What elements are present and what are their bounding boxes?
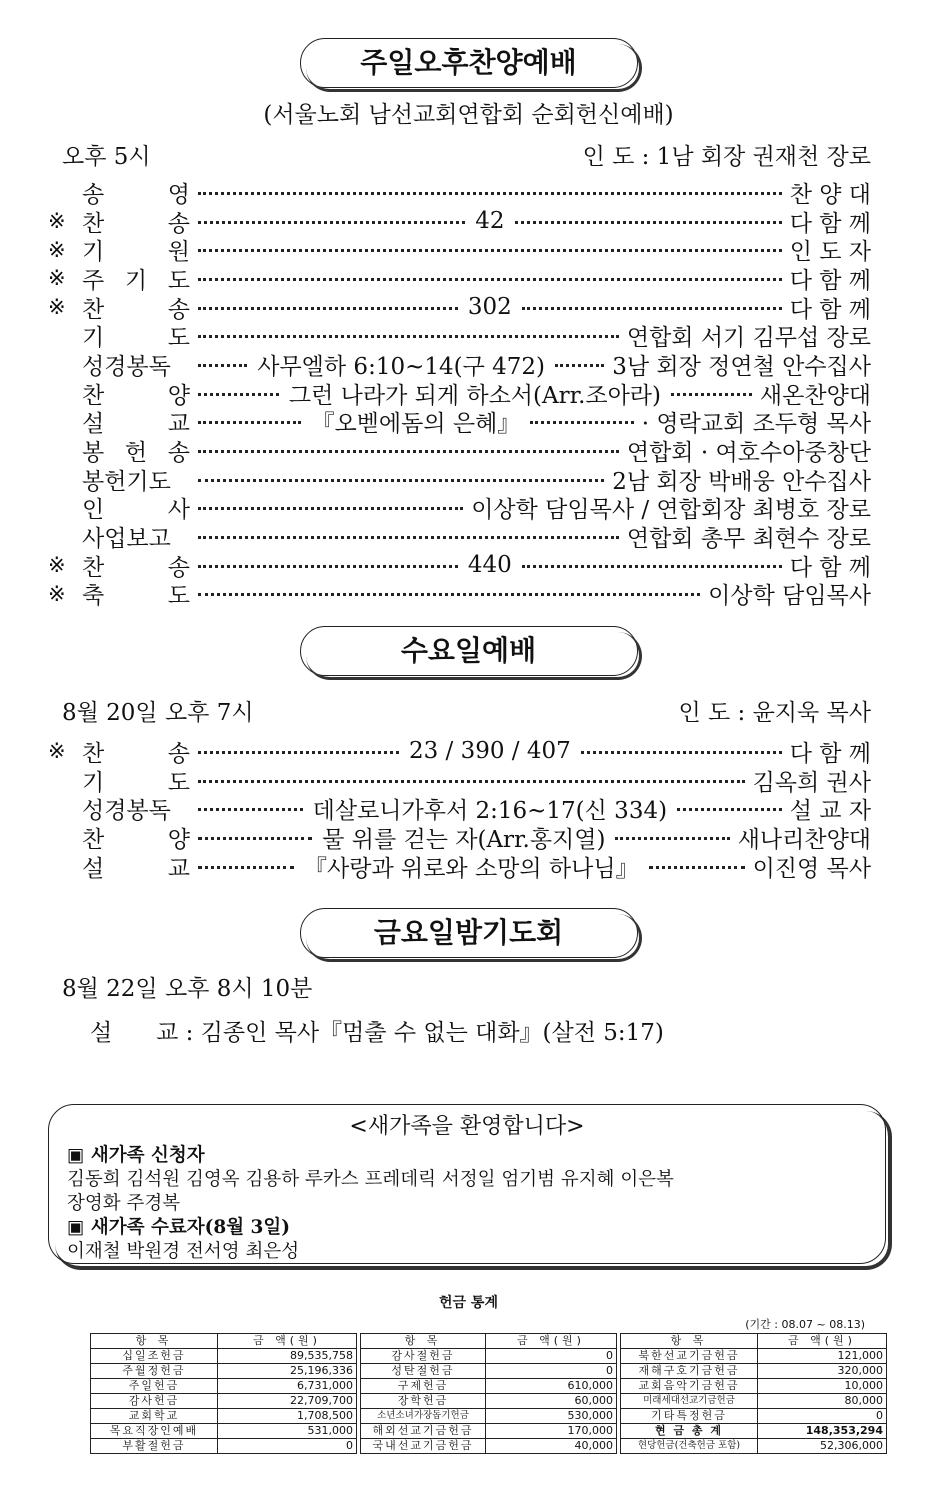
required-standing-mark: ※ [48,739,66,764]
offering-item-name: 소년소녀가장돕기헌금 [361,1409,486,1424]
leader-dots [198,866,294,869]
offering-item-name: 미래세대선교기금헌금 [621,1394,758,1409]
offering-row [361,1424,617,1439]
offering-item-name: 성탄절헌금 [361,1364,486,1379]
order-row [48,737,871,766]
order-item-label-part: 도 [167,769,190,796]
order-item-person: 새나리찬양대 [737,826,872,853]
order-item-label-part: 사 [167,497,190,524]
offering-item-amount: 22,709,700 [218,1394,357,1409]
order-item-label-part: 송 [167,740,190,767]
offering-table [90,1333,357,1454]
offering-item-amount: 80,000 [758,1394,887,1409]
offering-item-amount: 10,000 [758,1379,887,1394]
leader-dots [198,278,782,281]
offering-item-amount: 530,000 [486,1409,617,1424]
offering-item-amount: 0 [486,1364,617,1379]
order-item-detail: 23 / 390 / 407 [408,738,571,765]
offering-item-amount: 320,000 [758,1364,887,1379]
applicants-line-1: 김동희 김석원 김영옥 김용하 루카스 프레데릭 서정일 엄기범 유지혜 이은복 [67,1169,674,1190]
offering-header-cell: 항 목 [361,1334,486,1349]
offering-row [621,1364,887,1379]
sunday-time: 오후 5시 [62,144,151,170]
order-item-person: 2남 회장 박배웅 안수집사 [612,468,871,495]
graduates-line: 이재철 박원경 전서영 최은성 [67,1241,300,1262]
order-item-label-part: 축 [82,583,105,610]
leader-dots [198,335,619,338]
order-item-label-part: 찬 [82,740,105,767]
offering-title: 헌금 통계 [439,1295,498,1311]
offering-row [621,1439,887,1454]
order-item-label-part: 송 [167,554,190,581]
order-row [48,264,871,293]
leader-dots [198,751,399,754]
order-row [48,379,871,408]
order-row [48,766,871,795]
order-item-person: 이상학 담임목사 / 연합회장 최병호 장로 [471,497,871,524]
offering-item-amount: 0 [486,1349,617,1364]
offering-item-amount: 121,000 [758,1349,887,1364]
order-row [48,852,871,881]
order-item-label-part: 원 [167,239,190,266]
offering-row [361,1379,617,1394]
order-item-person: 다 함 께 [789,740,871,767]
offering-header-cell: 항 목 [621,1334,758,1349]
order-item-person: 이진영 목사 [752,855,871,882]
order-row [48,321,871,350]
order-row [48,794,871,823]
offering-row [621,1424,887,1439]
order-item-detail: 42 [475,208,505,235]
order-item-label-part: 교 [167,855,190,882]
order-row [48,436,871,465]
order-item-label-part: 봉헌기도 [82,468,171,495]
sunday-order-list [48,178,871,608]
offering-item-amount: 1,708,500 [218,1409,357,1424]
offering-item-name: 현당헌금(건축헌금 포함) [621,1439,758,1454]
leader-dots [581,751,782,754]
order-item-label-part: 찬 [82,554,105,581]
order-item-label-part: 양 [167,826,190,853]
order-item-person: · 영락교회 조두형 목사 [641,411,871,438]
offering-item-amount: 52,306,000 [758,1439,887,1454]
offering-item-name: 교회학교 [91,1409,218,1424]
order-item-detail: 사무엘하 6:10~14(구 472) [257,353,545,380]
order-item-label-part: 찬 [82,210,105,237]
leader-dots [198,364,247,367]
leader-dots [677,808,782,811]
order-row [48,350,871,379]
order-item-person: 연합회 · 여호수아중창단 [626,440,871,467]
offering-header-cell: 금 액(원) [758,1334,887,1349]
order-item-label-part: 도 [167,583,190,610]
order-item-label-part: 송 [167,440,190,467]
order-item-label-part: 기 [82,239,105,266]
order-item-label-part: 기 [82,769,105,796]
order-item-person: 김옥희 권사 [752,769,871,796]
offering-item-name: 장학헌금 [361,1394,486,1409]
order-item-label-part: 양 [167,382,190,409]
sunday-info-line [62,138,871,171]
offering-header-cell: 금 액(원) [218,1334,357,1349]
order-item-person: 이상학 담임목사 [708,583,871,610]
leader-dots [198,221,465,224]
offering-item-name: 감사절헌금 [361,1349,486,1364]
order-row [48,408,871,437]
order-item-label-part: 찬 [82,382,105,409]
offering-item-name: 주월정헌금 [91,1364,218,1379]
offering-table [620,1333,887,1454]
offering-item-amount: 40,000 [486,1439,617,1454]
offering-item-name: 기타특정헌금 [621,1409,758,1424]
new-family-box [48,1104,886,1264]
graduates-heading: ▣ 새가족 수료자(8월 3일) [67,1217,291,1238]
required-standing-mark: ※ [48,581,66,606]
wednesday-service-title: 수요일예배 [300,626,638,676]
order-item-detail: 302 [467,294,512,321]
order-row [48,178,871,207]
order-item-detail: 440 [467,552,512,579]
applicants-heading: ▣ 새가족 신청자 [67,1145,205,1166]
offering-row [621,1349,887,1364]
order-item-label-part: 인 [82,497,105,524]
offering-row [361,1439,617,1454]
order-item-detail: 그런 나라가 되게 하소서(Arr.조아라) [288,382,662,409]
offering-item-name: 목요직장인예배 [91,1424,218,1439]
leader-dots [198,536,619,539]
order-item-label-part: 봉 [82,440,105,467]
order-item-label-part: 송 [167,210,190,237]
offering-row [361,1349,617,1364]
required-standing-mark: ※ [48,266,66,291]
offering-item-amount: 89,535,758 [218,1349,357,1364]
required-standing-mark: ※ [48,237,66,262]
wednesday-info-line [62,694,871,727]
offering-item-name: 현 금 총 계 [621,1424,758,1439]
leader-dots [615,837,729,840]
order-row [48,235,871,264]
leader-dots [515,221,782,224]
leader-dots [198,780,745,783]
order-row [48,465,871,494]
leader-dots [198,249,782,252]
leader-dots [198,421,301,424]
order-item-detail: 『오벧에돔의 은혜』 [311,411,521,438]
offering-item-amount: 531,000 [218,1424,357,1439]
order-item-label [82,577,190,610]
required-standing-mark: ※ [48,209,66,234]
leader-dots [198,837,312,840]
order-item-person: 설 교 자 [789,798,871,825]
offering-item-amount: 6,731,000 [218,1379,357,1394]
order-row [48,522,871,551]
offering-item-amount: 60,000 [486,1394,617,1409]
order-item-label-part: 설 [82,411,105,438]
order-item-person: 연합회 서기 김무섭 장로 [626,325,871,352]
wednesday-leader: 인 도 : 윤지욱 목사 [678,700,871,726]
leader-dots [522,307,782,310]
order-row [48,580,871,609]
offering-item-amount: 170,000 [486,1424,617,1439]
friday-sermon: 설 교 : 김종인 목사『멈출 수 없는 대화』(살전 5:17) [90,1020,664,1046]
offering-row [91,1439,357,1454]
offering-row [621,1379,887,1394]
order-row [48,207,871,236]
order-item-label-part: 헌 [124,440,148,467]
leader-dots [198,393,279,396]
sunday-leader: 인 도 : 1남 회장 권재천 장로 [582,144,871,170]
order-item-label-part: 송 [167,296,190,323]
order-item-person: 인 도 자 [789,239,871,266]
order-item-label-part: 찬 [82,296,105,323]
leader-dots [522,565,782,568]
order-item-label-part: 영 [167,181,190,208]
sunday-service-title: 주일오후찬양예배 [300,38,638,88]
order-item-label-part: 성경봉독 [82,798,171,825]
offering-row [91,1424,357,1439]
order-item-person: 다 함 께 [789,554,871,581]
offering-header-cell: 금 액(원) [486,1334,617,1349]
offering-row [621,1394,887,1409]
order-item-label-part: 찬 [82,826,105,853]
offering-item-amount: 610,000 [486,1379,617,1394]
order-item-label-part: 성경봉독 [82,353,171,380]
order-item-person: 다 함 께 [789,210,871,237]
offering-row [91,1364,357,1379]
leader-dots [198,192,782,195]
order-item-person: 다 함 께 [789,296,871,323]
offering-item-name: 재해구호기금헌금 [621,1364,758,1379]
sunday-service-subtitle: (서울노회 남선교회연합회 순회헌신예배) [263,102,674,128]
offering-item-name: 해외선교기금헌금 [361,1424,486,1439]
offering-item-name: 교회음악기금헌금 [621,1379,758,1394]
offering-item-name: 감사헌금 [91,1394,218,1409]
offering-row [91,1394,357,1409]
offering-item-amount: 0 [218,1439,357,1454]
new-family-title: <새가족을 환영합니다> [349,1114,585,1139]
order-item-label [82,850,190,883]
leader-dots [198,479,604,482]
order-item-label-part: 기 [124,267,148,294]
required-standing-mark: ※ [48,295,66,320]
offering-item-amount: 0 [758,1409,887,1424]
offering-table [360,1333,617,1454]
order-item-label-part: 교 [167,411,190,438]
offering-item-name: 국내선교기금헌금 [361,1439,486,1454]
order-item-person: 찬 양 대 [789,181,871,208]
order-item-label-part: 사업보고 [82,526,171,553]
offering-item-amount: 148,353,294 [758,1424,887,1439]
friday-service-title: 금요일밤기도회 [300,908,638,958]
offering-item-amount: 25,196,336 [218,1364,357,1379]
required-standing-mark: ※ [48,553,66,578]
offering-item-name: 북한선교기금헌금 [621,1349,758,1364]
offering-item-name: 주일헌금 [91,1379,218,1394]
order-item-person: 새온찬양대 [759,382,872,409]
offering-row [91,1409,357,1424]
leader-dots [198,808,303,811]
leader-dots [198,593,700,596]
order-item-detail: 물 위를 걷는 자(Arr.홍지열) [322,826,606,853]
offering-period: (기간 : 08.07 ~ 08.13) [745,1318,865,1331]
offering-row [91,1379,357,1394]
offering-tables [90,1333,887,1454]
order-item-label-part: 도 [167,325,190,352]
leader-dots [198,307,458,310]
offering-row [91,1349,357,1364]
order-item-detail: 데살로니가후서 2:16~17(신 334) [312,798,668,825]
offering-item-name: 십일조헌금 [91,1349,218,1364]
friday-time: 8월 22일 오후 8시 10분 [62,976,313,1002]
order-item-person: 다 함 께 [789,267,871,294]
order-item-person: 연합회 총무 최현수 장로 [626,526,871,553]
leader-dots [671,393,752,396]
leader-dots [555,364,604,367]
wednesday-order-list [48,737,871,880]
offering-item-name: 구제헌금 [361,1379,486,1394]
offering-row [361,1364,617,1379]
leader-dots [198,565,458,568]
leader-dots [198,507,463,510]
offering-row [621,1409,887,1424]
offering-row [361,1394,617,1409]
leader-dots [530,421,633,424]
order-item-label-part: 도 [167,267,190,294]
leader-dots [649,866,745,869]
applicants-line-2: 장영화 주경복 [67,1193,181,1214]
order-row [48,551,871,580]
order-row [48,494,871,523]
order-item-label-part: 기 [82,325,105,352]
offering-row [361,1409,617,1424]
order-item-label-part: 송 [82,181,105,208]
order-row [48,293,871,322]
order-row [48,823,871,852]
offering-header-cell: 항 목 [91,1334,218,1349]
order-item-label-part: 주 [82,267,105,294]
order-item-label-part: 설 [82,855,105,882]
order-item-person: 3남 회장 정연철 안수집사 [612,353,871,380]
leader-dots [198,450,619,453]
offering-item-name: 부활절헌금 [91,1439,218,1454]
wednesday-time: 8월 20일 오후 7시 [62,700,254,726]
order-item-detail: 『사랑과 위로와 소망의 하나님』 [304,855,639,882]
